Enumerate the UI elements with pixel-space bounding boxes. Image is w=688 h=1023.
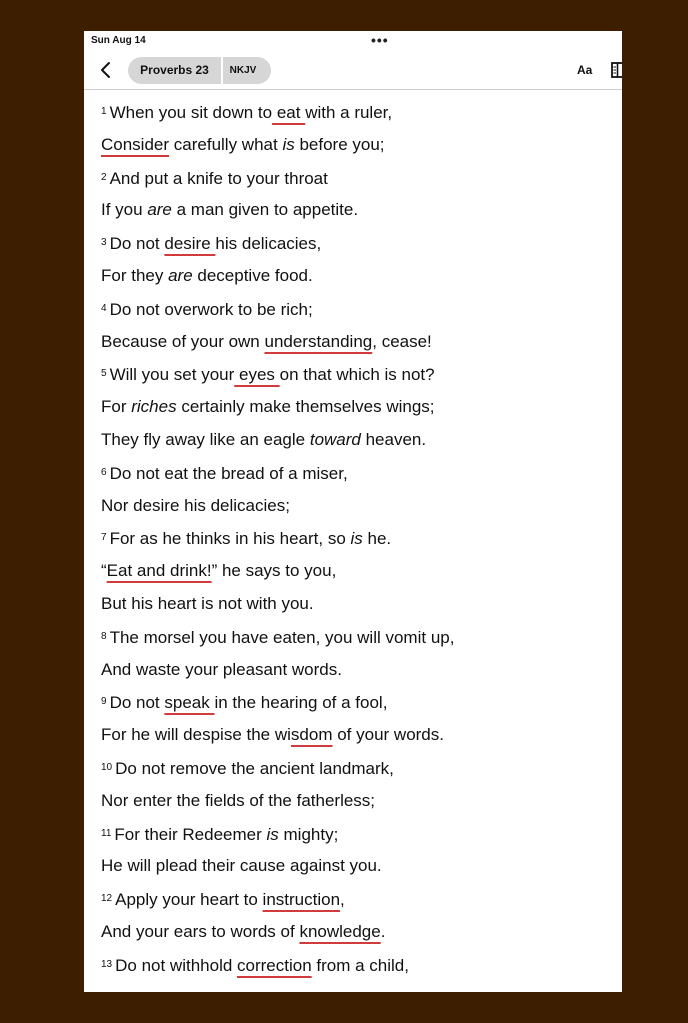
verse-number: 5 xyxy=(101,368,107,380)
verse-line[interactable] xyxy=(101,593,601,626)
verse-text: before you; xyxy=(294,134,385,154)
verse-line[interactable] xyxy=(101,691,601,724)
verse-number: 4 xyxy=(101,302,107,314)
verse-number: 8 xyxy=(101,630,107,642)
verse-line[interactable] xyxy=(101,626,601,659)
verse-line[interactable] xyxy=(101,954,601,987)
verse-text: He will plead their cause against you. xyxy=(101,856,382,876)
verse-line[interactable] xyxy=(101,429,601,462)
verse-line[interactable] xyxy=(101,659,601,692)
verse-line[interactable] xyxy=(101,888,601,921)
verse-text: For their Redeemer xyxy=(114,824,267,844)
verse-text: . xyxy=(380,921,386,941)
verse-text: his delicacies, xyxy=(215,234,322,254)
verse-text: are xyxy=(168,265,193,285)
verse-number: 12 xyxy=(101,893,113,905)
verse-line[interactable] xyxy=(101,921,601,954)
verse-text: ” he says to you, xyxy=(211,561,337,581)
verse-text: Do not withhold xyxy=(115,955,238,975)
verse-text: Nor enter the fields of the fatherless; xyxy=(101,790,376,810)
verse-text: And waste your pleasant words. xyxy=(101,659,342,679)
verse-text: toward xyxy=(309,429,361,449)
scripture-text xyxy=(101,101,601,987)
verse-line[interactable] xyxy=(101,527,601,560)
verse-text: , xyxy=(340,890,345,910)
verse-line[interactable] xyxy=(101,855,601,888)
ipad-screen xyxy=(84,31,622,992)
chevron-left-icon xyxy=(99,59,113,81)
highlighted-word: instruction xyxy=(262,890,341,910)
verse-line[interactable] xyxy=(101,232,601,265)
verse-number: 1 xyxy=(101,106,107,117)
verse-line[interactable] xyxy=(101,265,601,298)
status-bar xyxy=(84,31,622,51)
verse-text: , cease! xyxy=(372,331,432,351)
verse-text: certainly make themselves wings; xyxy=(176,397,435,417)
verse-text: Nor desire his delicacies; xyxy=(101,495,290,515)
verse-text: riches xyxy=(131,397,177,417)
highlighted-word: sdom xyxy=(290,725,333,745)
verse-line[interactable] xyxy=(101,134,601,167)
verse-text: from a child, xyxy=(311,955,409,975)
verse-line[interactable] xyxy=(101,363,601,396)
verse-text: For they xyxy=(101,265,169,285)
highlighted-word: speak xyxy=(164,693,215,713)
verse-text: is xyxy=(266,824,279,844)
verse-text: For xyxy=(101,397,132,417)
verse-text: They fly away like an eagle xyxy=(101,429,310,449)
highlighted-word: Consider xyxy=(101,134,170,154)
verse-number: 7 xyxy=(101,532,107,544)
verse-line[interactable] xyxy=(101,560,601,593)
verse-text: Do not remove the ancient landmark, xyxy=(115,758,394,778)
verse-text: a man given to appetite. xyxy=(171,200,359,220)
verse-text: The morsel you have eaten, you will vomit up, xyxy=(109,627,455,647)
highlighted-word: knowledge xyxy=(299,921,381,941)
highlighted-word: understanding xyxy=(264,331,373,351)
verse-text: deceptive food. xyxy=(192,265,313,285)
verse-text: Apply your heart to xyxy=(115,890,263,910)
verse-line[interactable] xyxy=(101,331,601,364)
verse-line[interactable] xyxy=(101,823,601,856)
verse-text: When you sit down to xyxy=(109,103,273,122)
verse-text: For he will despise the wi xyxy=(101,725,291,745)
verse-text: If you xyxy=(101,200,148,220)
verse-text: Because of your own xyxy=(101,331,265,351)
verse-line[interactable] xyxy=(101,757,601,790)
verse-text: But his heart is not with you. xyxy=(101,593,314,613)
verse-text: Do not overwork to be rich; xyxy=(109,299,313,319)
verse-number: 9 xyxy=(101,696,107,708)
verse-text: For as he thinks in his heart, so xyxy=(109,529,351,549)
verse-line[interactable] xyxy=(101,199,601,232)
verse-text: of your words. xyxy=(332,725,444,745)
version-button[interactable]: NKJV xyxy=(229,65,257,76)
verse-line[interactable] xyxy=(101,462,601,495)
verse-text: in the hearing of a fool, xyxy=(214,693,388,713)
verse-line[interactable] xyxy=(101,495,601,528)
verse-line[interactable] xyxy=(101,167,601,200)
verse-text: he. xyxy=(362,529,392,549)
multitasking-dots-icon[interactable]: ••• xyxy=(371,32,389,48)
highlighted-word: eyes xyxy=(234,365,280,385)
highlighted-word: eat xyxy=(272,103,306,122)
highlighted-word: correction xyxy=(237,955,312,975)
highlighted-word: Eat and drink! xyxy=(106,561,212,581)
verse-text: Do not xyxy=(109,693,165,713)
verse-line[interactable] xyxy=(101,396,601,429)
verse-text: is xyxy=(350,529,363,549)
verse-number: 11 xyxy=(101,827,112,839)
back-button[interactable] xyxy=(99,59,115,81)
parallel-view-icon[interactable] xyxy=(611,62,622,78)
verse-text: mighty; xyxy=(278,824,339,844)
font-settings-button[interactable]: Aa xyxy=(577,63,593,77)
verse-text: And your ears to words of xyxy=(101,921,300,941)
verse-text: on that which is not? xyxy=(279,365,435,385)
verse-number: 3 xyxy=(101,237,107,249)
passage-pill xyxy=(128,57,271,84)
status-date: Sun Aug 14 xyxy=(91,35,146,46)
verse-line[interactable] xyxy=(101,101,601,134)
highlighted-word: desire xyxy=(164,234,216,254)
verse-number: 6 xyxy=(101,466,107,478)
verse-text: with a ruler, xyxy=(305,103,393,122)
verse-text: is xyxy=(282,134,295,154)
verse-number: 13 xyxy=(101,958,113,970)
book-chapter-button[interactable]: Proverbs 23 xyxy=(140,63,209,77)
verse-line[interactable] xyxy=(101,724,601,757)
verse-text: Do not eat the bread of a miser, xyxy=(109,463,348,483)
reader-nav-bar xyxy=(84,53,622,90)
verse-text: And put a knife to your throat xyxy=(109,168,328,188)
verse-text: are xyxy=(147,200,172,220)
verse-text: Do not xyxy=(109,234,165,254)
verse-number: 10 xyxy=(101,761,113,773)
verse-text: carefully what xyxy=(169,134,283,154)
verse-number: 2 xyxy=(101,171,107,183)
verse-text: Will you set your xyxy=(109,365,235,385)
verse-line[interactable] xyxy=(101,298,601,331)
verse-line[interactable] xyxy=(101,790,601,823)
verse-text: heaven. xyxy=(360,429,427,449)
verse-text: “ xyxy=(101,561,107,581)
